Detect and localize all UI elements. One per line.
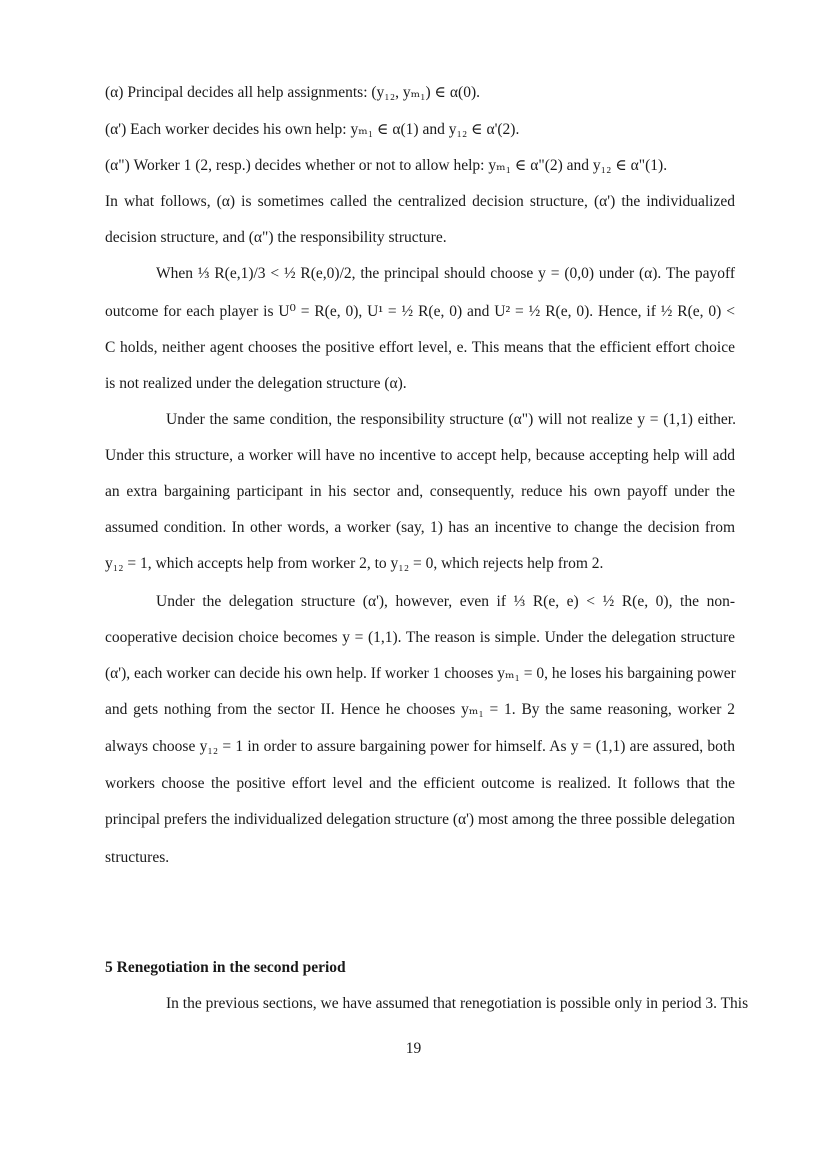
- section-heading: 5 Renegotiation in the second period: [105, 959, 346, 976]
- text-line: When ⅓ R(e,1)/3 < ½ R(e,0)/2, the principal should choose y = (0,0) under (α). The payoff: [156, 265, 735, 282]
- text-line: y₁₂ = 1, which accepts help from worker 2, to y₁₂ = 0, which rejects help from 2.: [105, 555, 604, 572]
- text-line: cooperative decision choice becomes y = (1,1). The reason is simple. Under the delegation structure: [105, 629, 735, 646]
- text-line: assumed condition. In other words, a worker (say, 1) has an incentive to change the decision from: [105, 519, 735, 536]
- page-number: 19: [405, 1040, 422, 1057]
- text-line: Under this structure, a worker will have no incentive to accept help, because accepting help will add: [105, 447, 735, 464]
- text-line: Under the same condition, the responsibility structure (α") will not realize y = (1,1) either.: [166, 411, 736, 428]
- text-line: structures.: [105, 849, 170, 866]
- text-line: principal prefers the individualized delegation structure (α') most among the three possible delegation: [105, 811, 735, 828]
- text-line: an extra bargaining participant in his sector and, consequently, reduce his own payoff under the: [105, 483, 735, 500]
- text-line: and gets nothing from the sector II. Hence he chooses yₘ₁ = 1. By the same reasoning, worker 2: [105, 701, 735, 718]
- text-line: In what follows, (α) is sometimes called the centralized decision structure, (α') the individualized: [105, 193, 735, 210]
- text-line: outcome for each player is U⁰ = R(e, 0), U¹ = ½ R(e, 0) and U² = ½ R(e, 0). Hence, if ½ R(e, 0) <: [105, 303, 735, 320]
- text-line: (α'), each worker can decide his own help. If worker 1 chooses yₘ₁ = 0, he loses his bargaining power: [105, 665, 736, 682]
- text-line: In the previous sections, we have assumed that renegotiation is possible only in period 3. This: [166, 995, 749, 1012]
- text-line: Under the delegation structure (α'), however, even if ⅓ R(e, e) < ½ R(e, 0), the non-: [156, 593, 735, 610]
- text-line: C holds, neither agent chooses the positive effort level, e. This means that the efficient effort choice: [105, 339, 735, 356]
- text-line: (α) Principal decides all help assignments: (y₁₂, yₘ₁) ∈ α(0).: [105, 84, 480, 101]
- text-line: is not realized under the delegation structure (α).: [105, 375, 407, 392]
- text-line: always choose y₁₂ = 1 in order to assure bargaining power for himself. As y = (1,1) are assured, both: [105, 738, 735, 755]
- text-line: (α") Worker 1 (2, resp.) decides whether or not to allow help: yₘ₁ ∈ α"(2) and y₁₂ ∈ α"(1).: [105, 157, 668, 174]
- text-line: (α') Each worker decides his own help: yₘ₁ ∈ α(1) and y₁₂ ∈ α'(2).: [105, 121, 520, 138]
- text-line: workers choose the positive effort level and the efficient outcome is realized. It follows that the: [105, 775, 735, 792]
- text-line: decision structure, and (α") the responsibility structure.: [105, 229, 447, 246]
